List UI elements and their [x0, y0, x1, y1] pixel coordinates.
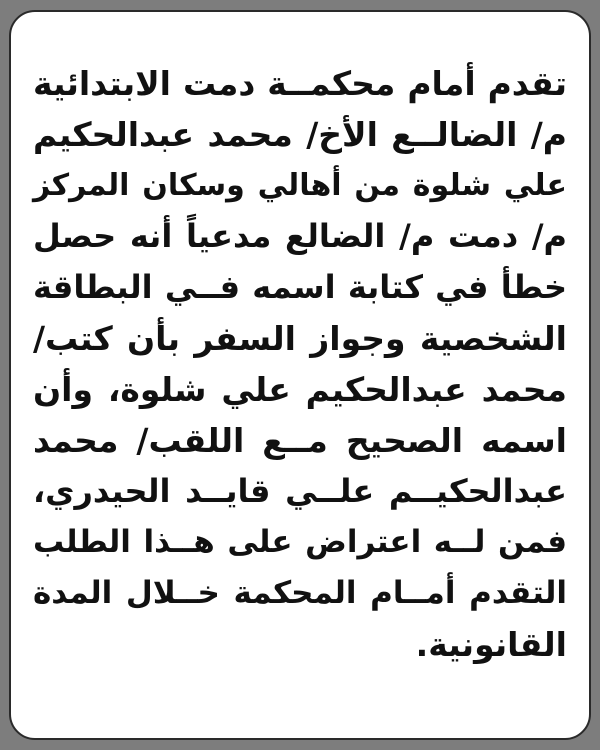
notice-line-last: القانونية. — [415, 625, 567, 664]
notice-line: الشخصية وجواز السفر بأن كتب/ — [33, 319, 567, 358]
notice-line: تقدم أمام محكمــة دمت الابتدائية — [33, 64, 567, 103]
notice-line: عبدالحكيــم علــي قايــد الحيدري، — [33, 472, 567, 510]
notice-line: م/ الضالــع الأخ/ محمد عبدالحكيم — [33, 115, 567, 154]
notice-line: اسمه الصحيح مــع اللقب/ محمد — [33, 421, 567, 460]
notice-line: خطأ في كتابة اسمه فــي البطاقة — [33, 268, 567, 306]
notice-line: فمن لــه اعتراض على هــذا الطلب — [33, 524, 567, 560]
notice-card — [9, 10, 591, 740]
notice-line: علي شلوة من أهالي وسكان المركز — [33, 168, 567, 203]
notice-line: التقدم أمــام المحكمة خــلال المدة — [33, 575, 567, 611]
notice-line: محمد عبدالحكيم علي شلوة، وأن — [33, 370, 567, 409]
notice-line: م/ دمت م/ الضالع مدعياً أنه حصل — [33, 217, 567, 255]
notice-text — [33, 58, 567, 670]
